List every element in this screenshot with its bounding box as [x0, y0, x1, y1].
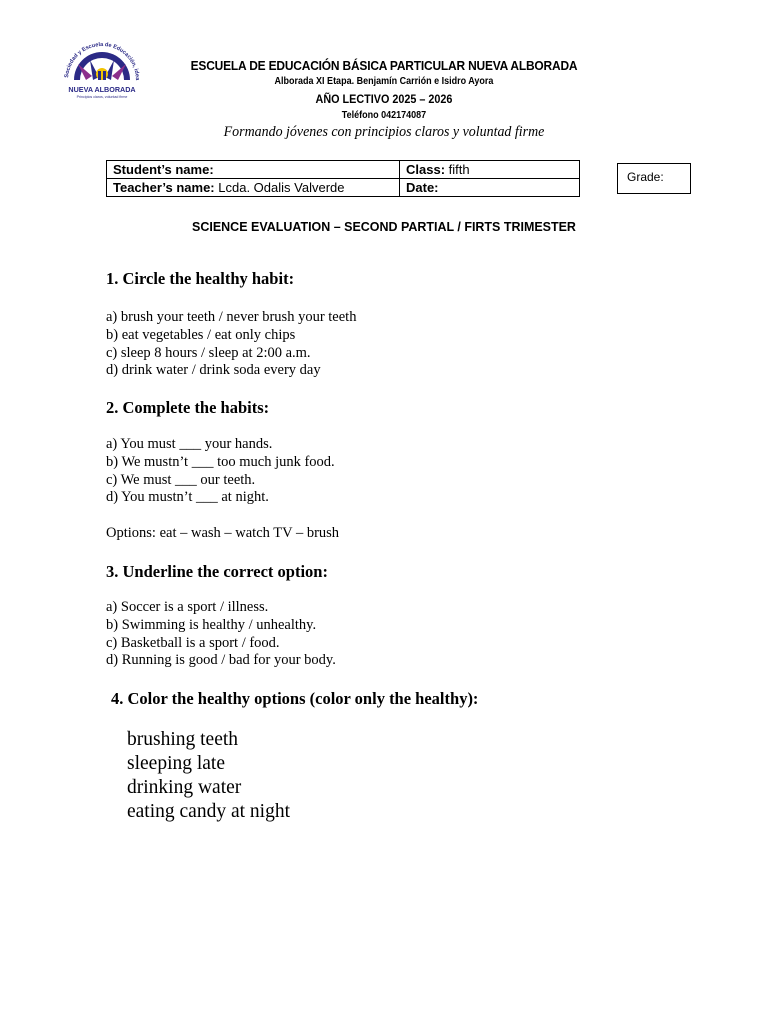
- question-4-heading: 4. Color the healthy options (color only the healthy):: [111, 689, 479, 708]
- teacher-name-label: Teacher’s name:: [113, 180, 215, 195]
- logo-arc-text: Sociedad y Escuela de Educación, idea: [64, 41, 141, 81]
- evaluation-title: SCIENCE EVALUATION – SECOND PARTIAL / FIRTS TRIMESTER: [192, 219, 576, 234]
- list-item: b) Swimming is healthy / unhealthy.: [106, 616, 317, 633]
- student-name-field[interactable]: [107, 161, 400, 179]
- class-field[interactable]: [400, 161, 580, 179]
- list-item: a) Soccer is a sport / illness.: [106, 599, 269, 615]
- list-item: a) You must ___ your hands.: [106, 436, 273, 452]
- teacher-name-field[interactable]: [107, 179, 400, 197]
- question-3-heading: 3. Underline the correct option:: [106, 562, 328, 581]
- list-item: drinking water: [127, 777, 242, 798]
- date-label: Date:: [406, 180, 439, 195]
- logo-tagline: Principios claros, voluntad firme: [76, 95, 128, 99]
- student-name-label: Student’s name:: [113, 162, 214, 177]
- student-info-table: [106, 160, 580, 197]
- date-field[interactable]: [400, 179, 580, 197]
- list-item: c) sleep 8 hours / sleep at 2:00 a.m.: [106, 344, 311, 361]
- class-value: fifth: [448, 162, 470, 177]
- question-4-options: [127, 728, 290, 824]
- list-item: sleeping late: [127, 753, 226, 774]
- school-year: AÑO LECTIVO 2025 – 2026: [315, 92, 453, 106]
- list-item: c) We must ___ our teeth.: [106, 471, 256, 488]
- question-1-heading: 1. Circle the healthy habit:: [106, 269, 295, 288]
- question-2-word-bank: Options: eat – wash – watch TV – brush: [106, 525, 340, 541]
- list-item: c) Basketball is a sport / food.: [106, 634, 280, 651]
- school-address: Alborada XI Etapa. Benjamín Carrión e Isidro Ayora: [274, 76, 494, 87]
- list-item: eating candy at night: [127, 801, 290, 822]
- list-item: d) Running is good / bad for your body.: [106, 652, 336, 669]
- question-1-options: [106, 309, 356, 380]
- question-2-heading: 2. Complete the habits:: [106, 398, 270, 417]
- grade-box[interactable]: [617, 163, 691, 194]
- list-item: brushing teeth: [127, 729, 239, 750]
- list-item: d) drink water / drink soda every day: [106, 362, 321, 379]
- list-item: d) You mustn’t ___ at night.: [106, 489, 269, 506]
- logo-name: NUEVA ALBORADA: [68, 85, 136, 94]
- list-item: a) brush your teeth / never brush your teeth: [106, 309, 357, 325]
- class-label: Class:: [406, 162, 446, 177]
- school-logo: [58, 40, 146, 104]
- question-2-items: [106, 436, 335, 507]
- teacher-name-value: Lcda. Odalis Valverde: [218, 180, 345, 195]
- list-item: b) We mustn’t ___ too much junk food.: [106, 453, 335, 470]
- school-motto: Formando jóvenes con principios claros y voluntad firme: [223, 124, 545, 140]
- school-phone: Teléfono 042174087: [341, 110, 427, 121]
- list-item: b) eat vegetables / eat only chips: [106, 326, 296, 343]
- grade-label: Grade:: [627, 170, 664, 184]
- school-name: ESCUELA DE EDUCACIÓN BÁSICA PARTICULAR NUEVA ALBORADA: [190, 58, 578, 73]
- question-3-options: [106, 599, 336, 670]
